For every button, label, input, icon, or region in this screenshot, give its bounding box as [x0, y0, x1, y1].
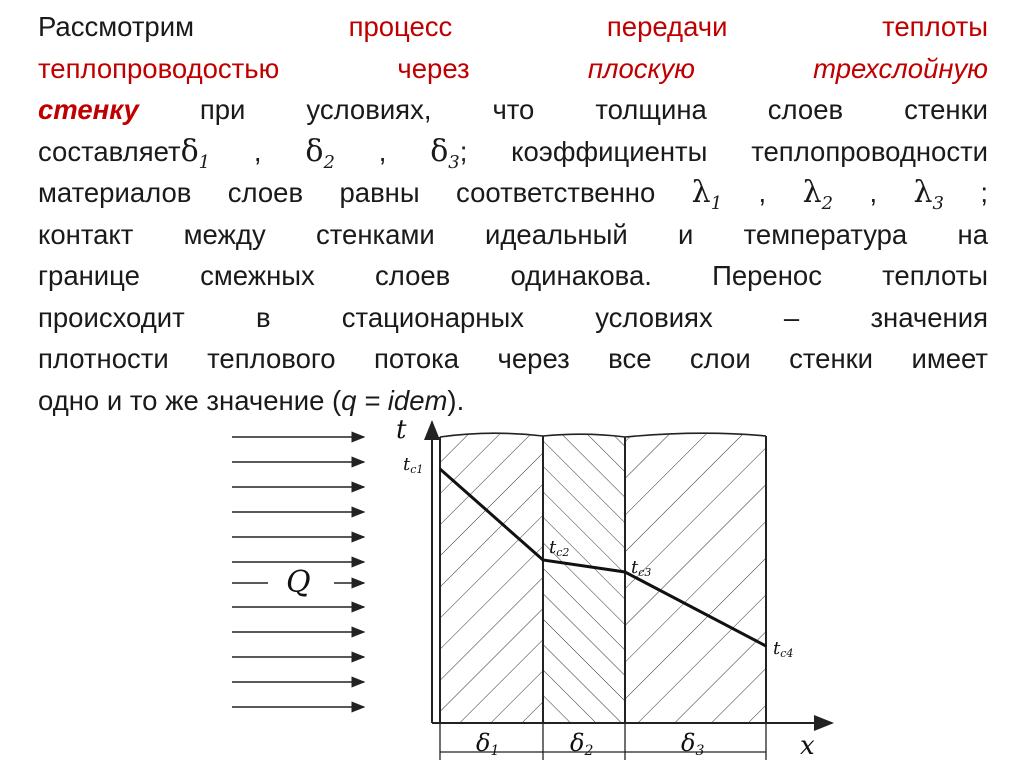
text-fragment: составляет: [38, 135, 181, 167]
highlight-text-italic: плоскую: [587, 52, 695, 84]
text-fragment: ,: [253, 135, 262, 167]
text-fragment: ,: [758, 177, 767, 208]
text-fragment: ;: [980, 177, 989, 208]
tc4-label: tc4: [773, 638, 794, 660]
lambda-2-symbol: $\lambda_2$: [802, 175, 834, 214]
axis-t-label: t: [396, 415, 407, 445]
tc1-label: tc1: [403, 454, 424, 476]
delta-3-symbol: $\delta_3$: [430, 133, 460, 173]
lambda-3-symbol: $\lambda_3$: [913, 175, 944, 214]
highlight-text: теплоты: [882, 11, 988, 42]
highlight-text-bold: стенку: [38, 94, 139, 125]
highlight-text: теплопроводостью: [38, 52, 280, 84]
text-fragment: одно и то же значение (: [38, 384, 342, 416]
tc2-label: tc2: [549, 537, 570, 559]
delta-1-symbol: $\delta_1$: [180, 133, 211, 173]
highlight-text-italic: трехслойную: [813, 52, 988, 84]
delta-1-label: δ1: [476, 729, 500, 759]
highlight-text: процесс: [348, 11, 453, 42]
text-fragment: ; коэффициенты теплопроводности: [459, 135, 989, 167]
text-fragment: материалов слоев равны соответственно: [38, 177, 656, 208]
text-fragment: ).: [447, 384, 465, 416]
formula-text: q = idem: [341, 384, 448, 416]
text-fragment: Рассмотрим: [38, 11, 194, 42]
text-line-9: плотности теплового потока через все слои стенки имеет: [38, 343, 988, 374]
text-fragment: ,: [378, 135, 387, 167]
layer-1: [440, 433, 543, 723]
text-line-6: контакт между стенками идеальный и температура на: [38, 218, 988, 250]
delta-2-symbol: $\delta_2$: [305, 133, 335, 173]
lambda-1-symbol: $\lambda_1$: [691, 175, 723, 214]
text-line-8: происходит в стационарных условиях – значения: [38, 301, 988, 333]
text-line-7: границе смежных слоев одинакова. Перенос теплоты: [38, 260, 988, 291]
axis-x-label: x: [800, 731, 815, 761]
text-fragment: при условиях, что толщина слоев стенки: [199, 94, 989, 125]
highlight-text: через: [397, 52, 470, 84]
wall-layers: [440, 433, 766, 723]
delta-3-label: δ3: [681, 729, 705, 759]
tc3-label: tc3: [631, 557, 652, 579]
text-fragment: ,: [869, 177, 878, 208]
heat-flow-label: Q: [286, 565, 311, 600]
highlight-text: передачи: [606, 11, 728, 42]
layer-2: [543, 434, 625, 723]
delta-2-label: δ2: [570, 729, 594, 759]
